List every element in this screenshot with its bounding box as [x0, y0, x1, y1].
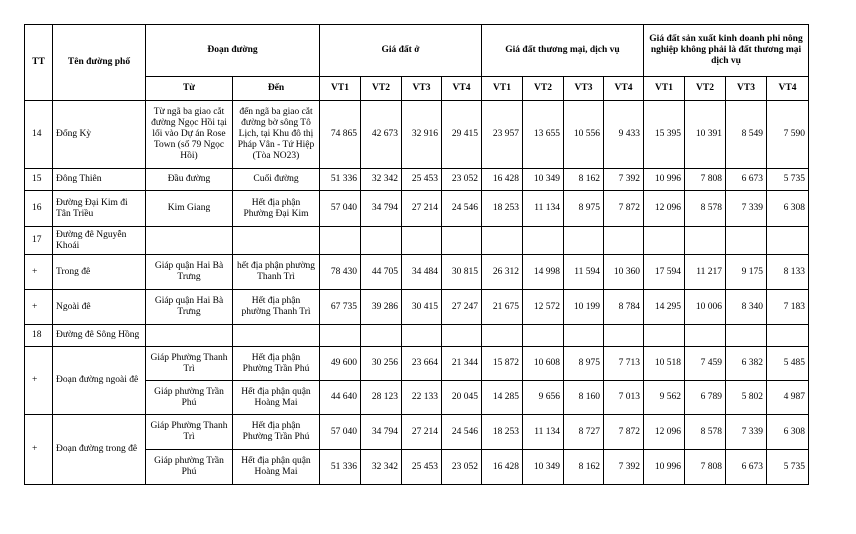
- segment-to: Cuối đường: [233, 169, 320, 191]
- segment-from: Giáp phường Trần Phú: [146, 381, 233, 415]
- price-cell: 20 045: [442, 381, 482, 415]
- empty-cell: [644, 227, 685, 255]
- segment-from: Kim Giang: [146, 191, 233, 227]
- price-cell: 7 713: [604, 347, 644, 381]
- segment-from: Giáp quận Hai Bà Trưng: [146, 290, 233, 325]
- price-cell: 27 214: [402, 415, 442, 450]
- price-cell: 67 735: [320, 290, 361, 325]
- segment-to: Hết địa phận Phường Trần Phú: [233, 415, 320, 450]
- land-price-table: [24, 24, 809, 485]
- empty-cell: [685, 227, 726, 255]
- price-cell: 5 735: [767, 450, 809, 485]
- price-cell: 27 214: [402, 191, 442, 227]
- empty-cell: [564, 227, 604, 255]
- price-cell: 25 453: [402, 450, 442, 485]
- price-cell: 14 295: [644, 290, 685, 325]
- price-cell: 11 217: [685, 255, 726, 290]
- row-tt: 16: [25, 191, 53, 227]
- price-cell: 14 998: [523, 255, 564, 290]
- price-cell: 42 673: [361, 101, 402, 169]
- header-vt: VT3: [564, 77, 604, 101]
- price-cell: 7 339: [726, 191, 767, 227]
- segment-from: Đầu đường: [146, 169, 233, 191]
- row-tt: +: [25, 415, 53, 485]
- segment-from: Giáp quận Hai Bà Trưng: [146, 255, 233, 290]
- price-cell: 9 562: [644, 381, 685, 415]
- price-cell: 49 600: [320, 347, 361, 381]
- header-segment: Đoạn đường: [146, 25, 320, 77]
- price-cell: 10 556: [564, 101, 604, 169]
- empty-cell: [442, 325, 482, 347]
- price-cell: 6 382: [726, 347, 767, 381]
- price-cell: 18 253: [482, 191, 523, 227]
- price-cell: 32 342: [361, 450, 402, 485]
- street-name: Ngoài đê: [53, 290, 146, 325]
- segment-to: hết địa phận phường Thanh Trì: [233, 255, 320, 290]
- price-cell: 10 349: [523, 450, 564, 485]
- price-cell: 8 549: [726, 101, 767, 169]
- segment-from: Từ ngã ba giao cắt đường Ngọc Hồi tại lối vào Dự án Rose Town (số 79 Ngọc Hồi): [146, 101, 233, 169]
- price-cell: 7 808: [685, 450, 726, 485]
- price-cell: 22 133: [402, 381, 442, 415]
- empty-cell: [726, 227, 767, 255]
- price-cell: 30 815: [442, 255, 482, 290]
- price-cell: 7 339: [726, 415, 767, 450]
- price-cell: 30 415: [402, 290, 442, 325]
- segment-from: Giáp Phường Thanh Trì: [146, 347, 233, 381]
- empty-cell: [402, 227, 442, 255]
- price-cell: 13 655: [523, 101, 564, 169]
- price-cell: 34 794: [361, 191, 402, 227]
- price-cell: 17 594: [644, 255, 685, 290]
- price-cell: 7 392: [604, 450, 644, 485]
- price-cell: 51 336: [320, 169, 361, 191]
- header-vt: VT3: [726, 77, 767, 101]
- row-tt: 18: [25, 325, 53, 347]
- table-row: [25, 415, 809, 450]
- empty-cell: [767, 227, 809, 255]
- price-cell: 10 996: [644, 450, 685, 485]
- price-cell: 7 872: [604, 191, 644, 227]
- price-cell: 32 916: [402, 101, 442, 169]
- price-cell: 8 578: [685, 415, 726, 450]
- table-row: [25, 347, 809, 381]
- price-cell: 11 134: [523, 191, 564, 227]
- price-cell: 8 162: [564, 169, 604, 191]
- price-cell: 16 428: [482, 450, 523, 485]
- price-cell: 7 590: [767, 101, 809, 169]
- price-cell: 32 342: [361, 169, 402, 191]
- price-cell: 9 433: [604, 101, 644, 169]
- price-cell: 21 344: [442, 347, 482, 381]
- price-cell: 10 349: [523, 169, 564, 191]
- table-row: [25, 290, 809, 325]
- price-cell: 78 430: [320, 255, 361, 290]
- document-page: [24, 24, 809, 485]
- price-cell: 23 052: [442, 169, 482, 191]
- price-cell: 28 123: [361, 381, 402, 415]
- price-cell: 24 546: [442, 191, 482, 227]
- table-row: [25, 255, 809, 290]
- price-cell: 10 996: [644, 169, 685, 191]
- segment-to: Hết địa phận phường Thanh Trì: [233, 290, 320, 325]
- empty-cell: [233, 227, 320, 255]
- header-vt: VT4: [442, 77, 482, 101]
- header-from: Từ: [146, 77, 233, 101]
- price-cell: 23 957: [482, 101, 523, 169]
- price-cell: 7 459: [685, 347, 726, 381]
- price-cell: 25 453: [402, 169, 442, 191]
- price-cell: 8 578: [685, 191, 726, 227]
- price-cell: 8 340: [726, 290, 767, 325]
- price-cell: 74 865: [320, 101, 361, 169]
- table-row: [25, 101, 809, 169]
- table-body: [25, 101, 809, 485]
- price-cell: 6 673: [726, 450, 767, 485]
- price-cell: 39 286: [361, 290, 402, 325]
- segment-to: Hết địa phận quận Hoàng Mai: [233, 450, 320, 485]
- header-to: Đến: [233, 77, 320, 101]
- price-cell: 11 134: [523, 415, 564, 450]
- price-cell: 6 673: [726, 169, 767, 191]
- segment-from: Giáp phường Trần Phú: [146, 450, 233, 485]
- empty-cell: [442, 227, 482, 255]
- price-cell: 34 484: [402, 255, 442, 290]
- price-cell: 51 336: [320, 450, 361, 485]
- empty-cell: [644, 325, 685, 347]
- price-cell: 15 395: [644, 101, 685, 169]
- header-vt: VT2: [523, 77, 564, 101]
- row-tt: 14: [25, 101, 53, 169]
- price-cell: 26 312: [482, 255, 523, 290]
- header-residential: Giá đất ở: [320, 25, 482, 77]
- empty-cell: [482, 227, 523, 255]
- price-cell: 29 415: [442, 101, 482, 169]
- segment-to: Hết địa phận quận Hoàng Mai: [233, 381, 320, 415]
- empty-cell: [523, 325, 564, 347]
- price-cell: 34 794: [361, 415, 402, 450]
- empty-cell: [146, 325, 233, 347]
- price-cell: 8 162: [564, 450, 604, 485]
- empty-cell: [482, 325, 523, 347]
- price-cell: 9 175: [726, 255, 767, 290]
- header-non-agri: Giá đất sản xuất kinh doanh phi nông nghiệp không phải là đất thương mại dịch vụ: [644, 25, 809, 77]
- price-cell: 8 784: [604, 290, 644, 325]
- header-vt: VT1: [644, 77, 685, 101]
- empty-cell: [320, 227, 361, 255]
- price-cell: 8 975: [564, 347, 604, 381]
- empty-cell: [604, 227, 644, 255]
- table-row: [25, 325, 809, 347]
- price-cell: 30 256: [361, 347, 402, 381]
- header-vt: VT2: [685, 77, 726, 101]
- empty-cell: [402, 325, 442, 347]
- price-cell: 7 808: [685, 169, 726, 191]
- table-header: [25, 25, 809, 101]
- header-vt: VT1: [482, 77, 523, 101]
- price-cell: 6 308: [767, 191, 809, 227]
- price-cell: 10 006: [685, 290, 726, 325]
- price-cell: 7 183: [767, 290, 809, 325]
- segment-from: Giáp Phường Thanh Trì: [146, 415, 233, 450]
- price-cell: 6 789: [685, 381, 726, 415]
- header-vt: VT2: [361, 77, 402, 101]
- price-cell: 44 640: [320, 381, 361, 415]
- row-tt: +: [25, 290, 53, 325]
- street-name: Đoạn đường trong đê: [53, 415, 146, 485]
- price-cell: 9 656: [523, 381, 564, 415]
- empty-cell: [685, 325, 726, 347]
- header-vt: VT1: [320, 77, 361, 101]
- price-cell: 10 518: [644, 347, 685, 381]
- empty-cell: [361, 325, 402, 347]
- price-cell: 10 608: [523, 347, 564, 381]
- price-cell: 10 360: [604, 255, 644, 290]
- price-cell: 12 572: [523, 290, 564, 325]
- segment-to: đến ngã ba giao cắt đường bờ sông Tô Lịch, tại Khu đô thị Pháp Vân - Tứ Hiệp (Tòa NO23): [233, 101, 320, 169]
- price-cell: 16 428: [482, 169, 523, 191]
- price-cell: 14 285: [482, 381, 523, 415]
- price-cell: 7 013: [604, 381, 644, 415]
- price-cell: 8 727: [564, 415, 604, 450]
- price-cell: 24 546: [442, 415, 482, 450]
- street-name: Đường Đại Kim đi Tân Triều: [53, 191, 146, 227]
- table-row: [25, 169, 809, 191]
- price-cell: 27 247: [442, 290, 482, 325]
- empty-cell: [523, 227, 564, 255]
- row-tt: 15: [25, 169, 53, 191]
- row-tt: +: [25, 347, 53, 415]
- row-tt: +: [25, 255, 53, 290]
- header-vt: VT4: [767, 77, 809, 101]
- street-name: Đông Thiên: [53, 169, 146, 191]
- price-cell: 5 802: [726, 381, 767, 415]
- price-cell: 21 675: [482, 290, 523, 325]
- price-cell: 5 735: [767, 169, 809, 191]
- table-row: [25, 191, 809, 227]
- street-name: Trong đê: [53, 255, 146, 290]
- street-name: Đường đê Sông Hồng: [53, 325, 146, 347]
- street-name: Đường đê Nguyễn Khoái: [53, 227, 146, 255]
- header-commercial: Giá đất thương mại, dịch vụ: [482, 25, 644, 77]
- price-cell: 8 133: [767, 255, 809, 290]
- segment-to: Hết địa phận Phường Đại Kim: [233, 191, 320, 227]
- price-cell: 12 096: [644, 191, 685, 227]
- empty-cell: [604, 325, 644, 347]
- price-cell: 8 975: [564, 191, 604, 227]
- table-row: [25, 227, 809, 255]
- price-cell: 10 391: [685, 101, 726, 169]
- header-tt: TT: [25, 25, 53, 101]
- price-cell: 23 052: [442, 450, 482, 485]
- price-cell: 44 705: [361, 255, 402, 290]
- price-cell: 15 872: [482, 347, 523, 381]
- street-name: Đống Kỳ: [53, 101, 146, 169]
- empty-cell: [320, 325, 361, 347]
- header-street-name: Tên đường phố: [53, 25, 146, 101]
- empty-cell: [564, 325, 604, 347]
- empty-cell: [361, 227, 402, 255]
- price-cell: 8 160: [564, 381, 604, 415]
- segment-to: Hết địa phận Phường Trần Phú: [233, 347, 320, 381]
- empty-cell: [233, 325, 320, 347]
- price-cell: 7 872: [604, 415, 644, 450]
- price-cell: 12 096: [644, 415, 685, 450]
- price-cell: 23 664: [402, 347, 442, 381]
- empty-cell: [146, 227, 233, 255]
- street-name: Đoạn đường ngoài đê: [53, 347, 146, 415]
- price-cell: 18 253: [482, 415, 523, 450]
- price-cell: 7 392: [604, 169, 644, 191]
- empty-cell: [726, 325, 767, 347]
- price-cell: 10 199: [564, 290, 604, 325]
- row-tt: 17: [25, 227, 53, 255]
- price-cell: 5 485: [767, 347, 809, 381]
- empty-cell: [767, 325, 809, 347]
- price-cell: 57 040: [320, 191, 361, 227]
- price-cell: 6 308: [767, 415, 809, 450]
- header-vt: VT3: [402, 77, 442, 101]
- price-cell: 11 594: [564, 255, 604, 290]
- price-cell: 57 040: [320, 415, 361, 450]
- price-cell: 4 987: [767, 381, 809, 415]
- header-vt: VT4: [604, 77, 644, 101]
